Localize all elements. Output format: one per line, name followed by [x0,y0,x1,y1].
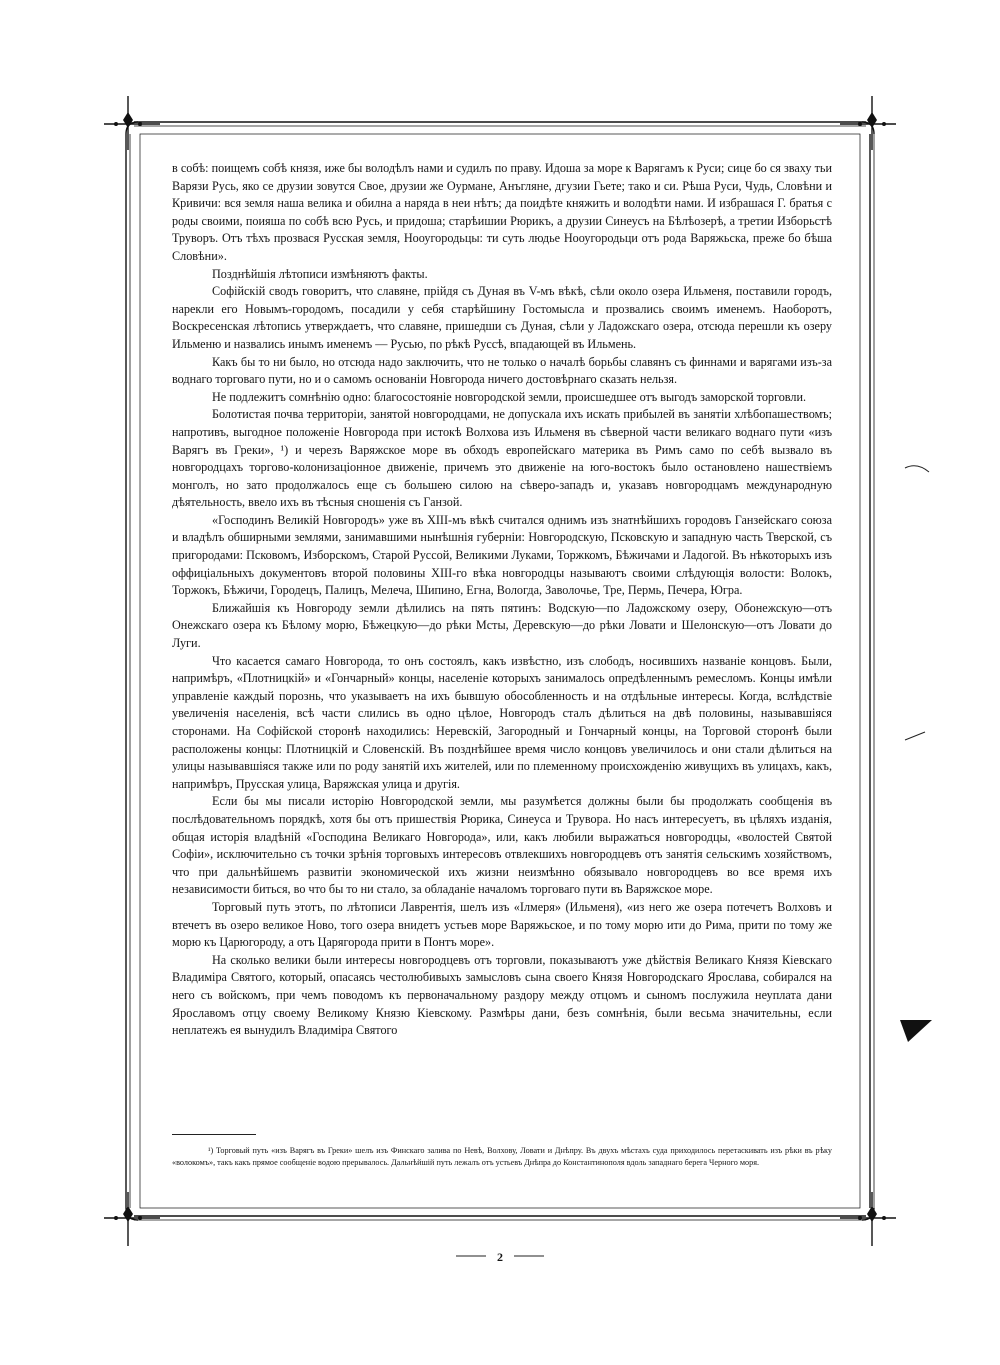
paragraph: Ближайшія къ Новгороду земли дѣлились на пять пятинъ: Водскую—по Ладожскому озеру, Обонежскую—отъ Онежскаго озера къ Бѣлому морю, Бѣжецкую—до рѣки Мсты, Деревскую—до рѣки Ловати и Шелонскую—отъ Ловати до Луги. [172,600,832,651]
paragraph: Софійскій сводъ говоритъ, что славяне, прійдя съ Дуная въ V-мъ вѣкѣ, сѣли около озера Ильменя, поставили городъ, нарекли его Новымъ-городомъ, посадили у себя старѣйшину Гостомысла и прозвались своимъ именемъ. Наоборотъ, Воскресенская лѣтопись утверждаетъ, что славяне, пришедши съ Дуная, сѣли у Ладожскаго озера, отсюда перешли къ озеру Ильменю и назвались инымъ именемъ — Русью, по рѣкѣ Руссѣ, впадающей въ Ильмень. [172,284,832,351]
paragraph: в собѣ: поищемъ собѣ князя, иже бы володѣлъ нами и судилъ по праву. Идоша за море к Варягамъ к Руси; сице бо ся зваху тьи Варязи Русь, яко се друзии зовутся Свое, друзии же Оурмане, Анъгляне, дгузии Гьете; тако и си. Рѣша Руси, Чудь, Словѣни и Кривичи: вся земля наша велика и обилна а наряда в неи нѣтъ; да поидѣте княжить и володѣти нами. И избрашася Г. братья с роды своими, поияша по собѣ всю Русь, и придоша; старѣишии Рюрикъ, а друзии Синеусъ на Бѣлѣозерѣ, а третии Изборьстѣ Труворъ. Отъ тѣхъ прозвася Русская земля, Нооугородьцы: ти суть людье Нооугородьци отъ рода Варяжьска, преже бо бѣша Словѣни». [172,161,832,263]
paragraph: Если бы мы писали исторію Новгородской земли, мы разумѣется должны были бы продолжать сообщенія въ послѣдовательномъ порядкѣ, хотя бы отъ пришествія Рюрика, Синеуса и Трувора. Но насъ интересуетъ, въ цѣляхъ изданія, общая исторія владѣній «Господина Великаго Новгорода», или, какъ любили выражаться новгородцы, «волостей Святой Софіи», исключительно съ точки зрѣнія торговыхъ интересовъ отвлекшихъ новгородцевъ отъ занятія сельскимъ хозяйствомъ, что при дальнѣйшемъ развитіи экономической ихъ жизни неизмѣнно обязывало новгородцевъ во все время ихъ независимости биться, во что бы то ни стало, за обладаніе началомъ торговаго пути въ Варяжское море. [172,794,832,897]
footnote: ¹) Торговый путь «изъ Варягъ въ Греки» шелъ изъ Финскаго залива по Невѣ, Волхову, Ловати и Днѣпру. Въ двухъ мѣстахъ суда приходилось перетаскивать изъ рѣки въ рѣку «волокомъ», такъ какъ прямое сообщеніе водою прерывалось. Дальнѣйшій путь лежалъ отъ устьевъ Днѣпра до Константинополя вдоль западнаго берега Черного моря. [172,1146,832,1167]
paragraph: Что касается самаго Новгорода, то онъ состоялъ, какъ извѣстно, изъ слободъ, носившихъ названіе концовъ. Были, напримѣръ, «Плотницкій» и «Гончарный» концы, населеніе которыхъ занималось опредѣленнымъ ремесломъ. Концы имѣли управленіе каждый порознь, что указываетъ на ихъ бывшую обособленность и на отдѣльные интересы. Когда, вслѣдствіе увеличенія населенія, всѣ части слились въ одно цѣлое, Новгородъ сталъ дѣлиться на двѣ половины, называвшіяся сторонами. На Софійской сторонѣ находились: Неревскій, Загородный и Гончарный концы, на Торговой сторонѣ были расположены концы: Плотницкій и Словенскій. Въ позднѣйшее время число концовъ увеличилось и они стали дѣлиться на улицы называвшіяся также или по роду занятій ихъ жителей, или по племенному происхожденію живущихъ въ улицахъ, какъ, напримѣръ, Прусская улица, Варяжская улица и другія. [172,653,832,791]
page-number: 2 [497,1250,503,1264]
main-text [172,160,832,1040]
paragraph: «Господинъ Великій Новгородъ» уже въ XIII-мъ вѣкѣ считался однимъ изъ знатнѣйшихъ городовъ Ганзейскаго союза и владѣлъ обширными землями, занимавшими нынѣшнія губерніи: Новгородскую, Псковскую и западную часть Тверской, съ пригородами: Псковомъ, Изборскомъ, Старой Руссой, Великими Луками, Торжкомъ, Бѣжичами и Ладогой. Въ нѣкоторыхъ изъ оффиціальныхъ документовъ второй половины XIII-го вѣка новгородцы называютъ своими слѣдующія волости: Волокъ, Торжокъ, Бѣжичи, Городецъ, Палицъ, Мелеча, Шипино, Егна, Вологда, Заволочье, Тре, Пермь, Печера, Югра. [172,512,832,598]
paragraph: На сколько велики были интересы новгородцевъ отъ торговли, показываютъ уже дѣйствія Великаго Князя Кіевскаго Владиміра Святого, который, опасаясь честолюбивыхъ замысловъ сына своего Князя Новгородскаго Ярослава, собирался на него съ войскомъ, при чемъ поводомъ къ первоначальному раздору между отцомъ и сыномъ послужила неуплата дани Ярославомъ отцу своему Великому Князю Кіевскому. Размѣры дани, безъ сомнѣнія, были весьма значительны, если неплатежъ ея вынудилъ Владиміра Святого [172,952,832,1038]
paragraph: Болотистая почва территоріи, занятой новгородцами, не допускала ихъ искать прибылей въ занятіи хлѣбопашествомъ; напротивъ, выгодное положеніе Новгорода при истокѣ Волхова изъ Ильменя въ сѣверной части великаго воднаго пути «изъ Варягъ въ Греки», ¹) и черезъ Варяжское море въ обходъ европейскаго материка въ Римъ само по себѣ вызвало въ новгородцахъ торгово-колонизаціонное движеніе, причемъ это движеніе на юго-востокъ было остановлено нашествіемъ монголъ, но зато продолжалось еще съ большею силою на сѣверо-западъ и, указавъ новгородцамъ международную дѣятельность, ввело ихъ въ тѣсныя сношенія съ Ганзой. [172,407,832,510]
paragraph: Торговый путь этотъ, по лѣтописи Лаврентія, шелъ изъ «Ілмеря» (Ильменя), «из него же озера потечетъ Волховъ и втечетъ въ озеро великое Ново, того озера внидетъ устьев море Варяжьское, и по тому морю ити до Рима, прити по тому же морю къ Царюгороду, а отъ Царягорода прити в Понтъ море». [172,899,832,950]
paragraph: Позднѣйшія лѣтописи измѣняютъ факты. [212,266,428,281]
paragraph: Не подлежитъ сомнѣнію одно: благосостояніе новгородской земли, происшедшее отъ выгодъ заморской торговли. [212,389,807,404]
footnote-rule [172,1134,256,1135]
paragraph: Какъ бы то ни было, но отсюда надо заключить, что не только о началѣ борьбы славянъ съ финнами и варягами изъ-за воднаго торговаго пути, но и о самомъ основаніи Новгорода ничего достовѣрнаго сказать нельзя. [172,354,832,387]
